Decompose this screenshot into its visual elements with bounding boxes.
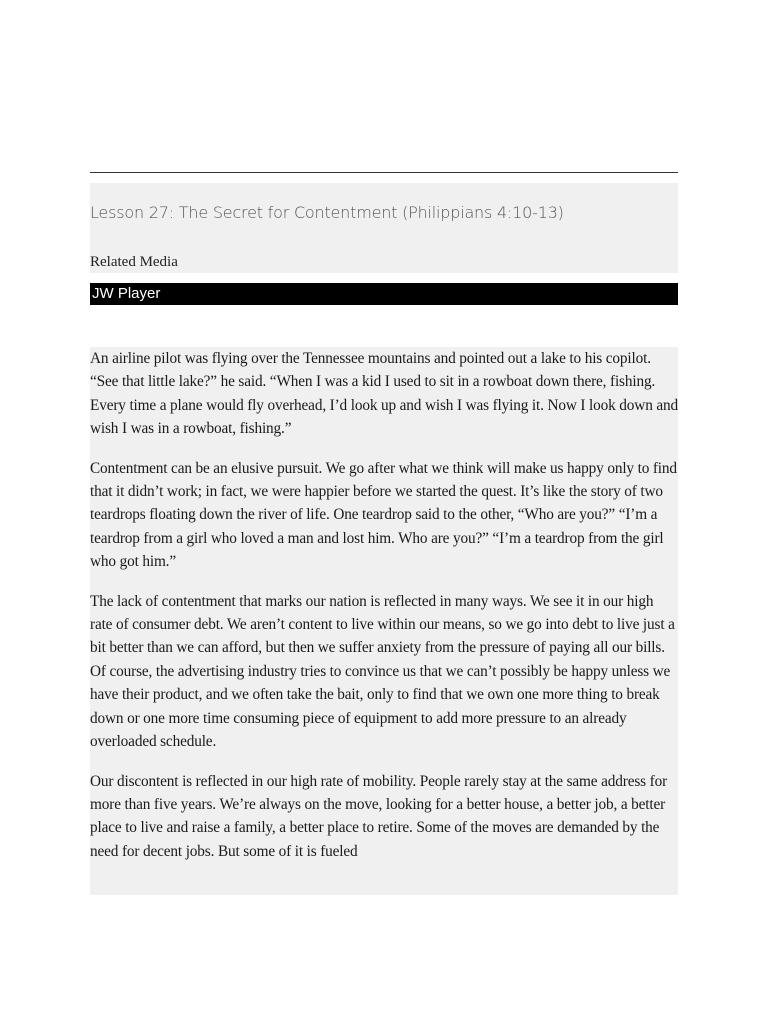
lesson-header — [90, 183, 678, 273]
video-player[interactable] — [90, 283, 678, 305]
related-media-heading: Related Media — [90, 254, 178, 270]
article-paragraph: The lack of contentment that marks our nation is reflected in many ways. We see it in our high rate of consumer debt. We aren’t content to live within our means, so we go into debt to live just a bit better than we can afford, but then we suffer anxiety from the pressure of paying all our bills. Of course, the advertising industry tries to convince us that we can’t possibly be happy unless we have their product, and we often take the bait, only to find that we own one more thing to break down or one more time consuming piece of equipment to add more pressure to an already overloaded schedule. — [90, 592, 675, 751]
article-paragraph: Contentment can be an elusive pursuit. We go after what we think will make us happy only to find that it didn’t work; in fact, we were happier before we started the quest. It’s like the story of two teardrops floating down the river of life. One teardrop said to the other, “Who are you?” “I’m a teardrop from a girl who loved a man and lost him. Who are you?” “I’m a teardrop from the girl who got him.” — [90, 459, 677, 571]
article-paragraph: Our discontent is reflected in our high rate of mobility. People rarely stay at the same address for more than five years. We’re always on the move, looking for a better house, a better job, a better place to live and raise a family, a better place to retire. Some of the moves are demanded by the need for decent jobs. But some of it is fueled — [90, 772, 668, 860]
lesson-title: Lesson 27: The Secret for Contentment (Philippians 4:10-13) — [90, 203, 564, 222]
top-divider — [90, 172, 678, 173]
video-player-label: JW Player — [92, 285, 161, 302]
article-body — [90, 347, 678, 895]
article-paragraph: An airline pilot was flying over the Tennessee mountains and pointed out a lake to his copilot. “See that little lake?” he said. “When I was a kid I used to sit in a rowboat down there, fishing. Every time a plane would fly overhead, I’d look up and wish I was flying it. Now I look down and wish I was in a rowboat, fishing.” — [90, 350, 678, 438]
